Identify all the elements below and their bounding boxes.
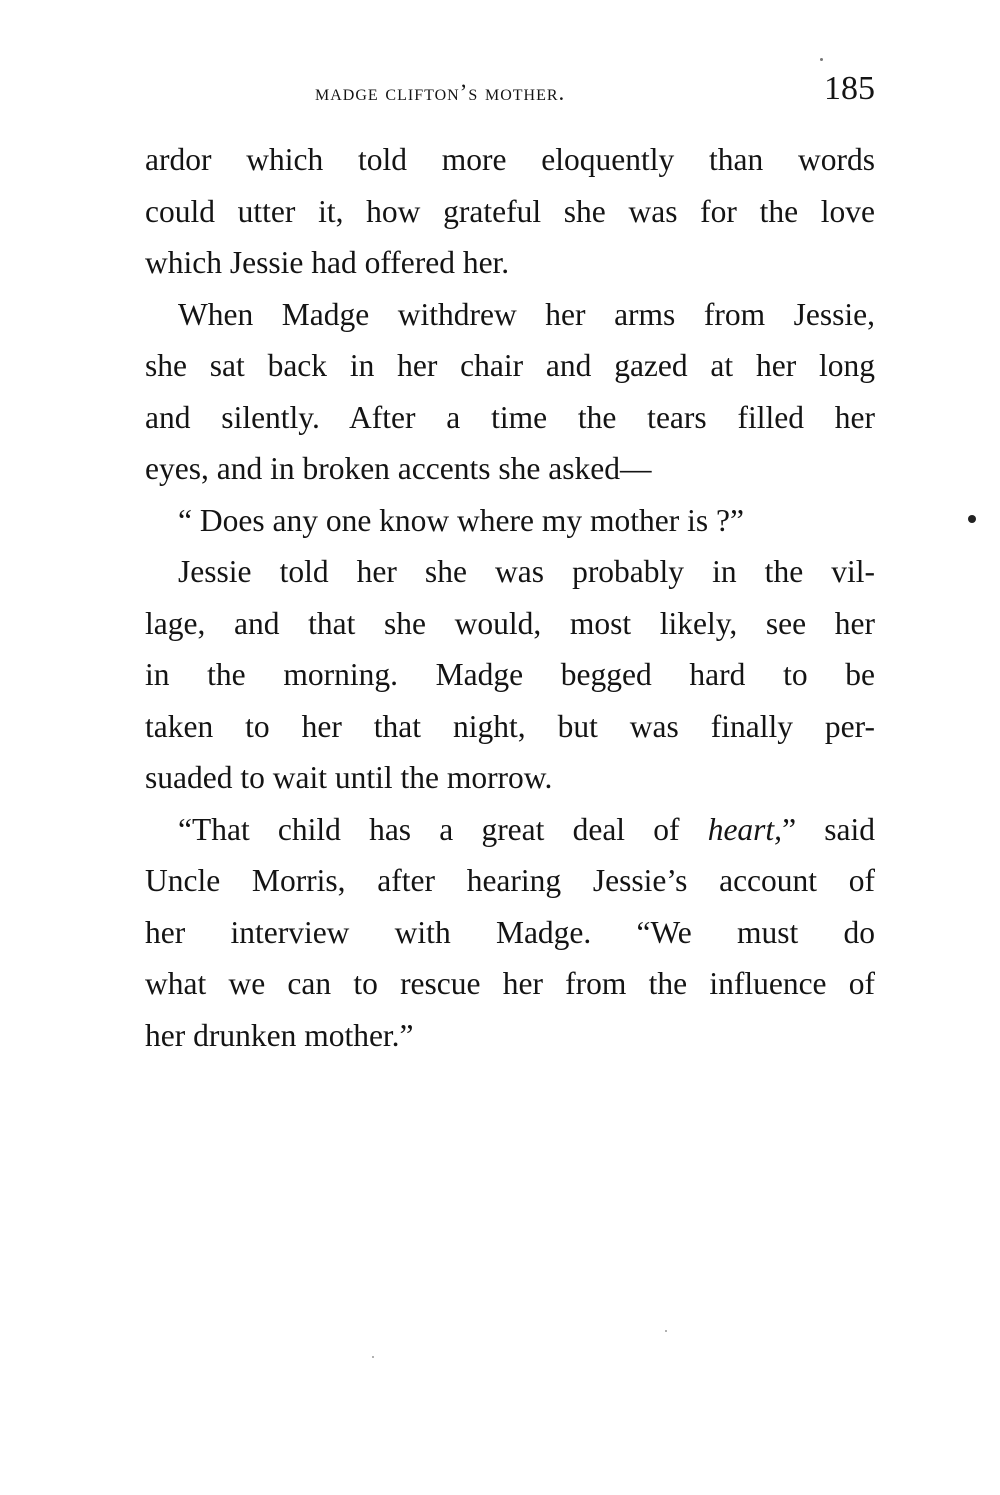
text-line-with-italic: [145, 804, 875, 856]
ink-speck: [372, 1356, 374, 1358]
text-line: eyes, and in broken accents she asked—: [145, 451, 652, 486]
text-line: in the morning. Madge begged hard to be: [145, 657, 875, 692]
text-line: which Jessie had offered her.: [145, 245, 510, 280]
text-line: what we can to rescue her from the influence of: [145, 966, 875, 1001]
text-line: suaded to wait until the morrow.: [145, 760, 553, 795]
text-line: Jessie told her she was probably in the vil-: [178, 554, 875, 589]
text-line: “ Does any one know where my mother is ?”: [178, 502, 744, 538]
text-line: When Madge withdrew her arms from Jessie,: [178, 296, 875, 332]
body-text: [145, 134, 875, 1061]
page-number: 185: [824, 70, 875, 107]
ink-speck: [820, 58, 823, 61]
ink-speck: [968, 515, 976, 523]
text-line: lage, and that she would, most likely, see her: [145, 605, 875, 641]
text-segment: ” said: [782, 811, 875, 847]
text-line: could utter it, how grateful she was for the love: [145, 193, 875, 229]
text-line: she sat back in her chair and gazed at her long: [145, 348, 875, 383]
text-line: and silently. After a time the tears filled her: [145, 399, 875, 435]
text-line: ardor which told more eloquently than words: [145, 142, 875, 177]
running-head: [145, 70, 875, 110]
text-line: Uncle Morris, after hearing Jessie’s account of: [145, 863, 875, 898]
text-line: her interview with Madge. “We must do: [145, 914, 875, 950]
text-line: her drunken mother.”: [145, 1017, 414, 1053]
ink-speck: [665, 1330, 667, 1332]
running-title: madge clifton’s mother.: [315, 80, 566, 105]
text-line: taken to her that night, but was finally per-: [145, 708, 875, 744]
text-segment: “That child has a great deal of: [178, 811, 708, 847]
italic-word: heart,: [707, 811, 783, 847]
